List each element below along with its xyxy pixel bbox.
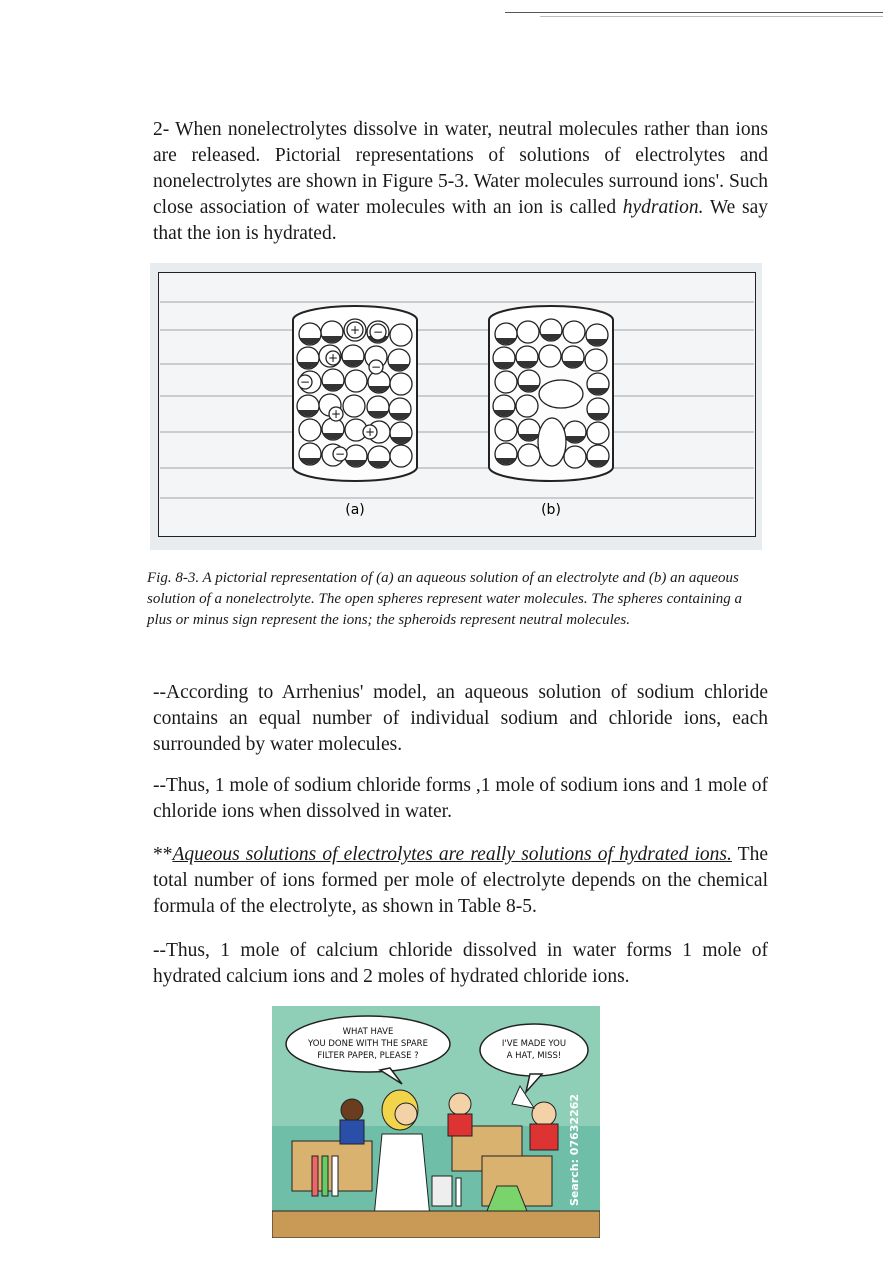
paragraph-text: 2- When nonelectrolytes dissolve in water, neutral molecules rather than ions are released. Pictorial representations of solutions of electrolytes and nonelectrolytes are shown in Figure 5-3. Water molecules surround ions'. Such close association of water molecules with an ion is called <box>153 119 768 218</box>
bubble-right-line2: A HAT, MISS! <box>506 1051 562 1061</box>
paragraph-text: The total number of ions formed per mole of electrolyte depends on the chemical formula of the electrolyte, as shown in Table 8-5. <box>153 844 769 917</box>
svg-text:−: − <box>334 447 346 461</box>
svg-text:−: − <box>372 325 384 339</box>
paragraph-sodium-chloride: --Thus, 1 mole of sodium chloride forms ,1 mole of sodium ions and 1 mole of chloride ions when dissolved in water. <box>153 775 768 822</box>
svg-text:+: + <box>349 323 361 337</box>
svg-text:+: + <box>364 425 376 439</box>
figure-caption: Fig. 8-3. A pictorial representation of (a) an aqueous solution of an electrolyte and (b) an aqueous solution of a nonelectrolyte. The open spheres represent water molecules. The spheres containing a plus or minus sign represent the ions; the spheroids represent neutral molecules. <box>147 570 743 628</box>
bubble-left-line2: YOU DONE WITH THE SPARE <box>308 1039 428 1049</box>
svg-text:+: + <box>330 407 342 421</box>
paragraph-hydrated-ions <box>153 842 768 920</box>
bubble-right-line1: I'VE MADE YOU <box>501 1039 567 1049</box>
svg-text:−: − <box>299 375 311 389</box>
bubble-left-line1: WHAT HAVE <box>342 1027 394 1037</box>
svg-text:−: − <box>370 360 382 374</box>
bubble-left-line3: FILTER PAPER, PLEASE ? <box>317 1051 419 1061</box>
paragraph-text-tail: We say that the ion is hydrated. <box>153 197 769 244</box>
paragraph-arrhenius: --According to Arrhenius' model, an aqueous solution of sodium chloride contains an equal number of individual sodium and chloride ions, each surrounded by water molecules. <box>153 682 768 755</box>
beaker-electrolyte <box>293 306 417 481</box>
cartoon-watermark: Search: 07632262 <box>568 1093 581 1206</box>
top-rule <box>505 12 883 13</box>
underlined-statement: Aqueous solutions of electrolytes are really solutions of hydrated ions. <box>172 844 732 865</box>
paragraph-hydration <box>153 117 768 247</box>
figure-label-a: (a) <box>345 502 365 518</box>
figure-illustration <box>158 272 756 537</box>
beaker-nonelectrolyte <box>489 306 613 481</box>
cartoon-illustration <box>272 1006 600 1238</box>
svg-text:+: + <box>327 351 339 365</box>
emphasis-marker: ** <box>153 844 173 865</box>
figure-label-b: (b) <box>541 502 561 518</box>
paragraph-calcium-chloride: --Thus, 1 mole of calcium chloride dissolved in water forms 1 mole of hydrated calcium ions and 2 moles of hydrated chloride ions. <box>153 940 768 987</box>
top-rule-faint <box>540 16 883 17</box>
hydration-term: hydration. <box>622 197 704 218</box>
